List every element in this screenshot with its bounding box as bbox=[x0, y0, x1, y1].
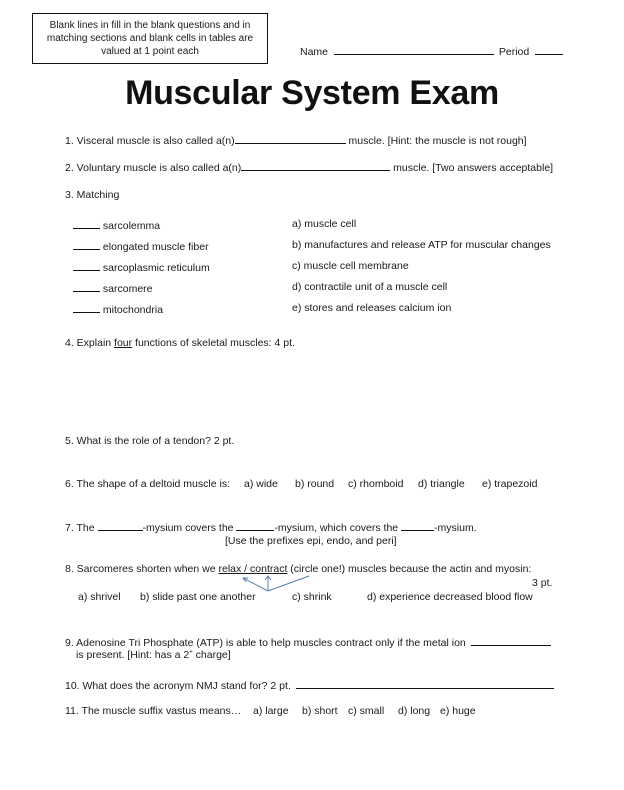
q1-suffix: muscle. [Hint: the muscle is not rough] bbox=[345, 135, 527, 147]
q9-line-2 bbox=[76, 649, 231, 661]
q9-blank[interactable] bbox=[471, 635, 551, 646]
q7-part-3: -mysium, which covers the bbox=[274, 522, 402, 534]
q7-blank-1[interactable] bbox=[98, 520, 143, 531]
matching-term: sarcoplasmic reticulum bbox=[102, 262, 210, 274]
name-period-row bbox=[300, 44, 563, 58]
q9-hint-sup: + bbox=[189, 649, 193, 656]
q11-option-d[interactable]: d) long bbox=[398, 705, 431, 717]
name-blank[interactable] bbox=[334, 44, 494, 55]
matching-definition: c) muscle cell membrane bbox=[292, 260, 409, 272]
matching-term: mitochondria bbox=[102, 304, 164, 316]
matching-blank[interactable] bbox=[73, 302, 100, 313]
q7-part-1: 7. The bbox=[65, 522, 98, 534]
q8-option-a[interactable]: a) shrivel bbox=[78, 591, 121, 603]
matching-term-row bbox=[73, 302, 163, 316]
q11-option-c[interactable]: c) small bbox=[348, 705, 385, 717]
points-notice-box bbox=[32, 13, 268, 64]
period-blank[interactable] bbox=[535, 44, 563, 55]
q9-hint-pre: is present. [Hint: has a 2 bbox=[76, 649, 190, 661]
question-3-label: 3. Matching bbox=[65, 189, 120, 201]
question-7 bbox=[65, 520, 477, 534]
q8-option-c[interactable]: c) shrink bbox=[292, 591, 332, 603]
matching-blank[interactable] bbox=[73, 281, 100, 292]
q2-prefix: 2. Voluntary muscle is also called a(n) bbox=[65, 162, 242, 174]
q10-blank[interactable] bbox=[296, 678, 554, 689]
q7-part-2: -mysium covers the bbox=[142, 522, 237, 534]
question-10 bbox=[65, 678, 554, 692]
question-4 bbox=[65, 337, 295, 349]
q2-suffix: muscle. [Two answers acceptable] bbox=[390, 162, 554, 174]
q7-blank-3[interactable] bbox=[401, 520, 434, 531]
q11-option-a[interactable]: a) large bbox=[253, 705, 289, 717]
q4-emphasis: four bbox=[114, 337, 133, 349]
matching-term-row bbox=[73, 218, 160, 232]
q2-blank[interactable] bbox=[241, 160, 390, 171]
matching-blank[interactable] bbox=[73, 218, 100, 229]
q5-answer-area[interactable] bbox=[65, 450, 565, 476]
q8-post: (circle one!) muscles because the actin and myosin: bbox=[287, 563, 532, 575]
q4-answer-area[interactable] bbox=[65, 352, 565, 432]
question-5: 5. What is the role of a tendon? 2 pt. bbox=[65, 435, 235, 447]
matching-term-row bbox=[73, 260, 210, 274]
matching-definition: a) muscle cell bbox=[292, 218, 357, 230]
q6-option-c[interactable]: c) rhomboid bbox=[348, 478, 404, 490]
q6-option-b[interactable]: b) round bbox=[295, 478, 335, 490]
q7-part-4: -mysium. bbox=[434, 522, 477, 534]
q6-option-d[interactable]: d) triangle bbox=[418, 478, 465, 490]
matching-term-row bbox=[73, 239, 209, 253]
matching-definition: e) stores and releases calcium ion bbox=[292, 302, 452, 314]
matching-definition: b) manufactures and release ATP for muscular changes bbox=[292, 239, 551, 251]
question-11-stem: 11. The muscle suffix vastus means… bbox=[65, 705, 242, 717]
q6-option-e[interactable]: e) trapezoid bbox=[482, 478, 538, 490]
q9-line-1: 9. Adenosine Tri Phosphate (ATP) is able to help muscles contract only if the metal ion bbox=[65, 637, 466, 649]
q7-blank-2[interactable] bbox=[236, 520, 274, 531]
q11-option-b[interactable]: b) short bbox=[302, 705, 338, 717]
q8-points: 3 pt. bbox=[532, 577, 553, 589]
question-6-stem: 6. The shape of a deltoid muscle is: bbox=[65, 478, 230, 490]
period-label: Period bbox=[498, 46, 530, 58]
matching-term: elongated muscle fiber bbox=[102, 241, 209, 253]
q4-pre: 4. Explain bbox=[65, 337, 115, 349]
matching-definition: d) contractile unit of a muscle cell bbox=[292, 281, 448, 293]
q1-prefix: 1. Visceral muscle is also called a(n) bbox=[65, 135, 235, 147]
matching-term: sarcomere bbox=[102, 283, 153, 295]
question-9 bbox=[65, 635, 551, 649]
notice-line-2: matching sections and blank cells in tables are bbox=[46, 33, 254, 44]
question-2 bbox=[65, 160, 553, 174]
q8-pre: 8. Sarcomeres shorten when we bbox=[65, 563, 219, 575]
matching-blank[interactable] bbox=[73, 239, 100, 250]
q4-post: functions of skeletal muscles: 4 pt. bbox=[132, 337, 295, 349]
q9-hint-post: charge] bbox=[192, 649, 231, 661]
question-1 bbox=[65, 133, 527, 147]
matching-term: sarcolemma bbox=[102, 220, 161, 232]
q10-text: 10. What does the acronym NMJ stand for? 2 pt. bbox=[65, 680, 291, 692]
q8-circle-choice[interactable]: relax / contract bbox=[218, 563, 288, 575]
q1-blank[interactable] bbox=[235, 133, 346, 144]
notice-line-1: Blank lines in fill in the blank questions and in bbox=[49, 20, 251, 31]
matching-term-row bbox=[73, 281, 153, 295]
q8-option-b[interactable]: b) slide past one another bbox=[140, 591, 256, 603]
q6-option-a[interactable]: a) wide bbox=[244, 478, 278, 490]
q7-hint: [Use the prefixes epi, endo, and peri] bbox=[225, 535, 397, 547]
question-8 bbox=[65, 563, 531, 575]
q11-option-e[interactable]: e) huge bbox=[440, 705, 476, 717]
page-title: Muscular System Exam bbox=[125, 74, 499, 112]
name-label: Name bbox=[300, 46, 329, 58]
q8-option-d[interactable]: d) experience decreased blood flow bbox=[367, 591, 533, 603]
matching-blank[interactable] bbox=[73, 260, 100, 271]
notice-line-3: valued at 1 point each bbox=[101, 46, 199, 57]
